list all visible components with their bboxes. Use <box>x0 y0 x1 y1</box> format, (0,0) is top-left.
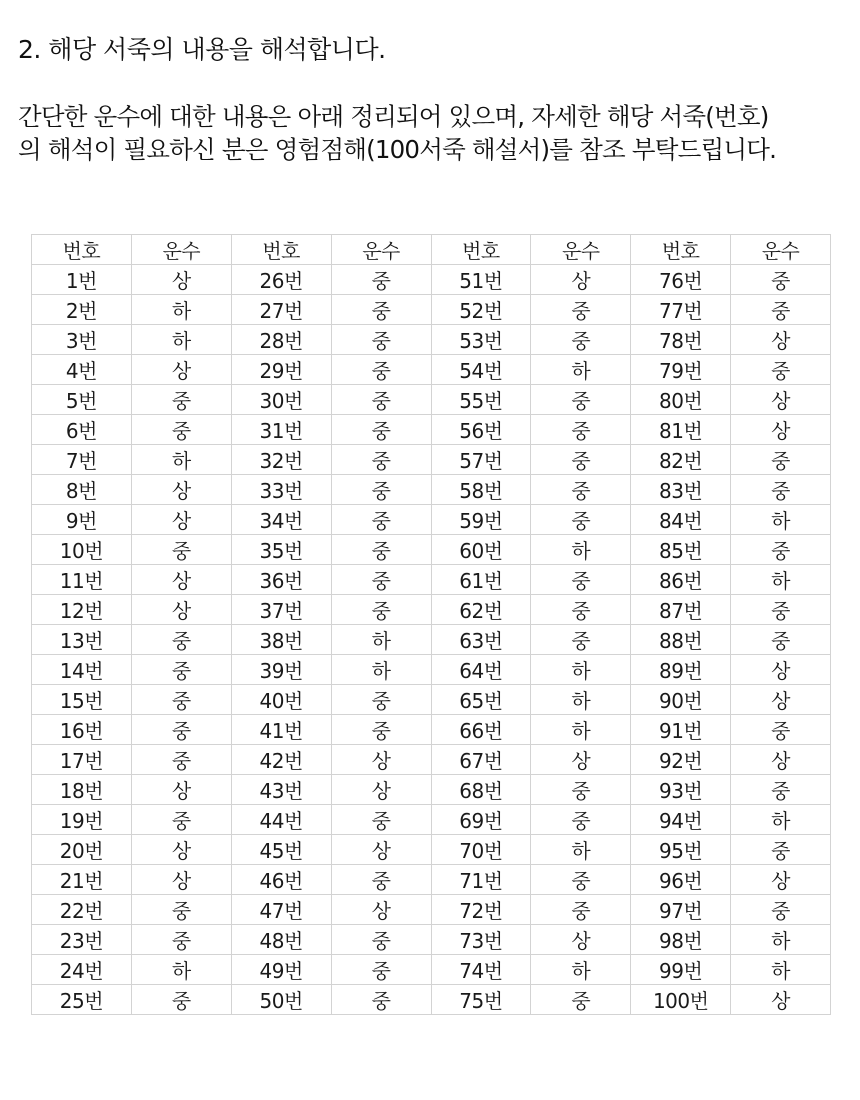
number-cell: 91번 <box>631 715 731 745</box>
number-cell: 57번 <box>431 445 531 475</box>
table-row <box>32 475 831 505</box>
table-header <box>32 235 831 265</box>
fortune-cell: 중 <box>331 505 431 535</box>
number-cell: 87번 <box>631 595 731 625</box>
number-cell: 40번 <box>231 685 331 715</box>
fortune-cell: 상 <box>131 265 231 295</box>
fortune-cell: 하 <box>531 685 631 715</box>
fortune-cell: 중 <box>331 715 431 745</box>
number-cell: 3번 <box>32 325 132 355</box>
header-cell-fortune: 운수 <box>331 235 431 265</box>
fortune-cell: 하 <box>531 955 631 985</box>
number-cell: 28번 <box>231 325 331 355</box>
fortune-cell: 하 <box>131 325 231 355</box>
header-cell-fortune: 운수 <box>731 235 831 265</box>
number-cell: 39번 <box>231 655 331 685</box>
fortune-cell: 중 <box>331 295 431 325</box>
fortune-cell: 중 <box>331 595 431 625</box>
number-cell: 7번 <box>32 445 132 475</box>
fortune-cell: 중 <box>131 655 231 685</box>
number-cell: 8번 <box>32 475 132 505</box>
fortune-cell: 중 <box>131 925 231 955</box>
fortune-cell: 중 <box>531 805 631 835</box>
number-cell: 54번 <box>431 355 531 385</box>
number-cell: 81번 <box>631 415 731 445</box>
header-cell-number: 번호 <box>631 235 731 265</box>
number-cell: 41번 <box>231 715 331 745</box>
number-cell: 80번 <box>631 385 731 415</box>
fortune-cell: 중 <box>731 265 831 295</box>
number-cell: 78번 <box>631 325 731 355</box>
fortune-cell: 중 <box>531 565 631 595</box>
header-cell-number: 번호 <box>231 235 331 265</box>
number-cell: 23번 <box>32 925 132 955</box>
number-cell: 31번 <box>231 415 331 445</box>
table-row <box>32 385 831 415</box>
fortune-cell: 하 <box>531 355 631 385</box>
number-cell: 27번 <box>231 295 331 325</box>
table-row <box>32 595 831 625</box>
fortune-cell: 중 <box>531 985 631 1015</box>
number-cell: 64번 <box>431 655 531 685</box>
fortune-cell: 중 <box>331 565 431 595</box>
fortune-cell: 상 <box>731 655 831 685</box>
table-row <box>32 955 831 985</box>
fortune-cell: 하 <box>131 955 231 985</box>
number-cell: 90번 <box>631 685 731 715</box>
fortune-cell: 상 <box>731 865 831 895</box>
fortune-cell: 중 <box>331 535 431 565</box>
table-row <box>32 265 831 295</box>
fortune-cell: 중 <box>131 535 231 565</box>
fortune-cell: 중 <box>531 775 631 805</box>
number-cell: 30번 <box>231 385 331 415</box>
number-cell: 51번 <box>431 265 531 295</box>
fortune-cell: 하 <box>731 805 831 835</box>
number-cell: 92번 <box>631 745 731 775</box>
number-cell: 47번 <box>231 895 331 925</box>
number-cell: 77번 <box>631 295 731 325</box>
number-cell: 20번 <box>32 835 132 865</box>
fortune-cell: 하 <box>331 625 431 655</box>
number-cell: 94번 <box>631 805 731 835</box>
fortune-cell: 중 <box>731 475 831 505</box>
fortune-cell: 중 <box>731 715 831 745</box>
number-cell: 14번 <box>32 655 132 685</box>
number-cell: 13번 <box>32 625 132 655</box>
fortune-cell: 하 <box>531 655 631 685</box>
intro-paragraph <box>18 100 848 166</box>
number-cell: 97번 <box>631 895 731 925</box>
number-cell: 70번 <box>431 835 531 865</box>
number-cell: 42번 <box>231 745 331 775</box>
number-cell: 83번 <box>631 475 731 505</box>
number-cell: 24번 <box>32 955 132 985</box>
fortune-table <box>31 234 831 1015</box>
fortune-cell: 중 <box>331 325 431 355</box>
header-cell-fortune: 운수 <box>531 235 631 265</box>
fortune-cell: 하 <box>331 655 431 685</box>
number-cell: 2번 <box>32 295 132 325</box>
fortune-cell: 중 <box>131 805 231 835</box>
number-cell: 4번 <box>32 355 132 385</box>
fortune-cell: 중 <box>131 745 231 775</box>
number-cell: 6번 <box>32 415 132 445</box>
table-body <box>32 265 831 1015</box>
fortune-cell: 중 <box>331 685 431 715</box>
number-cell: 67번 <box>431 745 531 775</box>
number-cell: 44번 <box>231 805 331 835</box>
table-row <box>32 505 831 535</box>
number-cell: 21번 <box>32 865 132 895</box>
fortune-cell: 하 <box>531 535 631 565</box>
fortune-cell: 상 <box>731 415 831 445</box>
number-cell: 50번 <box>231 985 331 1015</box>
number-cell: 37번 <box>231 595 331 625</box>
number-cell: 88번 <box>631 625 731 655</box>
number-cell: 98번 <box>631 925 731 955</box>
number-cell: 99번 <box>631 955 731 985</box>
number-cell: 85번 <box>631 535 731 565</box>
number-cell: 95번 <box>631 835 731 865</box>
number-cell: 38번 <box>231 625 331 655</box>
fortune-cell: 하 <box>731 565 831 595</box>
fortune-cell: 중 <box>731 535 831 565</box>
fortune-cell: 중 <box>331 385 431 415</box>
fortune-cell: 상 <box>331 745 431 775</box>
intro-line: 간단한 운수에 대한 내용은 아래 정리되어 있으며, 자세한 해당 서죽(번호) <box>18 102 769 131</box>
table-row <box>32 295 831 325</box>
table-row <box>32 685 831 715</box>
number-cell: 100번 <box>631 985 731 1015</box>
table-row <box>32 805 831 835</box>
header-cell-number: 번호 <box>32 235 132 265</box>
table-row <box>32 895 831 925</box>
table-row <box>32 625 831 655</box>
number-cell: 56번 <box>431 415 531 445</box>
number-cell: 73번 <box>431 925 531 955</box>
number-cell: 63번 <box>431 625 531 655</box>
fortune-cell: 상 <box>131 595 231 625</box>
fortune-cell: 상 <box>531 925 631 955</box>
fortune-cell: 상 <box>131 475 231 505</box>
fortune-cell: 하 <box>531 715 631 745</box>
table-row <box>32 355 831 385</box>
number-cell: 25번 <box>32 985 132 1015</box>
number-cell: 62번 <box>431 595 531 625</box>
fortune-cell: 중 <box>531 895 631 925</box>
number-cell: 32번 <box>231 445 331 475</box>
fortune-cell: 상 <box>331 835 431 865</box>
number-cell: 58번 <box>431 475 531 505</box>
number-cell: 33번 <box>231 475 331 505</box>
number-cell: 74번 <box>431 955 531 985</box>
table-row <box>32 775 831 805</box>
number-cell: 66번 <box>431 715 531 745</box>
number-cell: 18번 <box>32 775 132 805</box>
number-cell: 55번 <box>431 385 531 415</box>
fortune-cell: 중 <box>531 445 631 475</box>
table-row <box>32 445 831 475</box>
fortune-cell: 중 <box>731 835 831 865</box>
number-cell: 84번 <box>631 505 731 535</box>
number-cell: 71번 <box>431 865 531 895</box>
number-cell: 49번 <box>231 955 331 985</box>
fortune-cell: 상 <box>731 985 831 1015</box>
fortune-cell: 중 <box>531 295 631 325</box>
fortune-cell: 중 <box>731 355 831 385</box>
fortune-cell: 중 <box>331 925 431 955</box>
table-row <box>32 715 831 745</box>
fortune-cell: 중 <box>531 325 631 355</box>
number-cell: 65번 <box>431 685 531 715</box>
fortune-cell: 중 <box>731 895 831 925</box>
number-cell: 19번 <box>32 805 132 835</box>
fortune-cell: 중 <box>331 865 431 895</box>
number-cell: 46번 <box>231 865 331 895</box>
fortune-cell: 상 <box>731 385 831 415</box>
fortune-cell: 상 <box>731 745 831 775</box>
number-cell: 59번 <box>431 505 531 535</box>
table-row <box>32 835 831 865</box>
number-cell: 53번 <box>431 325 531 355</box>
fortune-cell: 중 <box>131 415 231 445</box>
fortune-cell: 상 <box>131 775 231 805</box>
table-row <box>32 535 831 565</box>
number-cell: 69번 <box>431 805 531 835</box>
number-cell: 72번 <box>431 895 531 925</box>
number-cell: 12번 <box>32 595 132 625</box>
fortune-cell: 중 <box>131 385 231 415</box>
number-cell: 35번 <box>231 535 331 565</box>
fortune-cell: 하 <box>731 925 831 955</box>
table-row <box>32 985 831 1015</box>
fortune-cell: 중 <box>331 955 431 985</box>
fortune-cell: 중 <box>331 805 431 835</box>
fortune-cell: 상 <box>731 325 831 355</box>
table-row <box>32 865 831 895</box>
fortune-cell: 중 <box>331 415 431 445</box>
fortune-cell: 상 <box>531 265 631 295</box>
fortune-cell: 상 <box>131 355 231 385</box>
fortune-cell: 중 <box>731 775 831 805</box>
table-row <box>32 925 831 955</box>
fortune-cell: 하 <box>731 955 831 985</box>
fortune-cell: 상 <box>531 745 631 775</box>
number-cell: 16번 <box>32 715 132 745</box>
number-cell: 36번 <box>231 565 331 595</box>
number-cell: 17번 <box>32 745 132 775</box>
fortune-cell: 중 <box>331 475 431 505</box>
fortune-cell: 상 <box>131 865 231 895</box>
number-cell: 86번 <box>631 565 731 595</box>
table-row <box>32 655 831 685</box>
number-cell: 11번 <box>32 565 132 595</box>
number-cell: 15번 <box>32 685 132 715</box>
fortune-cell: 상 <box>331 895 431 925</box>
number-cell: 96번 <box>631 865 731 895</box>
fortune-cell: 중 <box>131 625 231 655</box>
fortune-cell: 중 <box>331 265 431 295</box>
fortune-cell: 중 <box>731 625 831 655</box>
fortune-cell: 중 <box>731 295 831 325</box>
fortune-cell: 중 <box>531 865 631 895</box>
header-cell-number: 번호 <box>431 235 531 265</box>
fortune-cell: 중 <box>531 505 631 535</box>
fortune-cell: 상 <box>331 775 431 805</box>
section-heading: 2. 해당 서죽의 내용을 해석합니다. <box>18 35 386 64</box>
number-cell: 1번 <box>32 265 132 295</box>
number-cell: 93번 <box>631 775 731 805</box>
number-cell: 48번 <box>231 925 331 955</box>
fortune-cell: 하 <box>131 445 231 475</box>
number-cell: 79번 <box>631 355 731 385</box>
fortune-cell: 중 <box>131 715 231 745</box>
number-cell: 76번 <box>631 265 731 295</box>
fortune-cell: 상 <box>731 685 831 715</box>
fortune-cell: 중 <box>531 385 631 415</box>
table-row <box>32 325 831 355</box>
table-row <box>32 565 831 595</box>
number-cell: 34번 <box>231 505 331 535</box>
number-cell: 89번 <box>631 655 731 685</box>
number-cell: 26번 <box>231 265 331 295</box>
number-cell: 22번 <box>32 895 132 925</box>
fortune-cell: 중 <box>531 415 631 445</box>
fortune-cell: 하 <box>131 295 231 325</box>
number-cell: 45번 <box>231 835 331 865</box>
fortune-cell: 상 <box>131 835 231 865</box>
fortune-cell: 상 <box>131 565 231 595</box>
number-cell: 5번 <box>32 385 132 415</box>
fortune-cell: 중 <box>131 685 231 715</box>
number-cell: 29번 <box>231 355 331 385</box>
number-cell: 9번 <box>32 505 132 535</box>
fortune-cell: 중 <box>331 445 431 475</box>
fortune-cell: 중 <box>731 595 831 625</box>
fortune-cell: 하 <box>531 835 631 865</box>
table-header-row <box>32 235 831 265</box>
fortune-cell: 중 <box>331 985 431 1015</box>
fortune-cell: 하 <box>731 505 831 535</box>
fortune-cell: 중 <box>331 355 431 385</box>
fortune-cell: 중 <box>531 625 631 655</box>
table-row <box>32 415 831 445</box>
number-cell: 52번 <box>431 295 531 325</box>
fortune-cell: 중 <box>131 895 231 925</box>
fortune-cell: 중 <box>731 445 831 475</box>
number-cell: 43번 <box>231 775 331 805</box>
number-cell: 61번 <box>431 565 531 595</box>
fortune-cell: 중 <box>531 475 631 505</box>
number-cell: 60번 <box>431 535 531 565</box>
fortune-cell: 상 <box>131 505 231 535</box>
header-cell-fortune: 운수 <box>131 235 231 265</box>
number-cell: 75번 <box>431 985 531 1015</box>
fortune-cell: 중 <box>131 985 231 1015</box>
intro-line: 의 해석이 필요하신 분은 영험점해(100서죽 해설서)를 참조 부탁드립니다. <box>18 135 777 164</box>
fortune-cell: 중 <box>531 595 631 625</box>
number-cell: 82번 <box>631 445 731 475</box>
number-cell: 68번 <box>431 775 531 805</box>
table-row <box>32 745 831 775</box>
number-cell: 10번 <box>32 535 132 565</box>
